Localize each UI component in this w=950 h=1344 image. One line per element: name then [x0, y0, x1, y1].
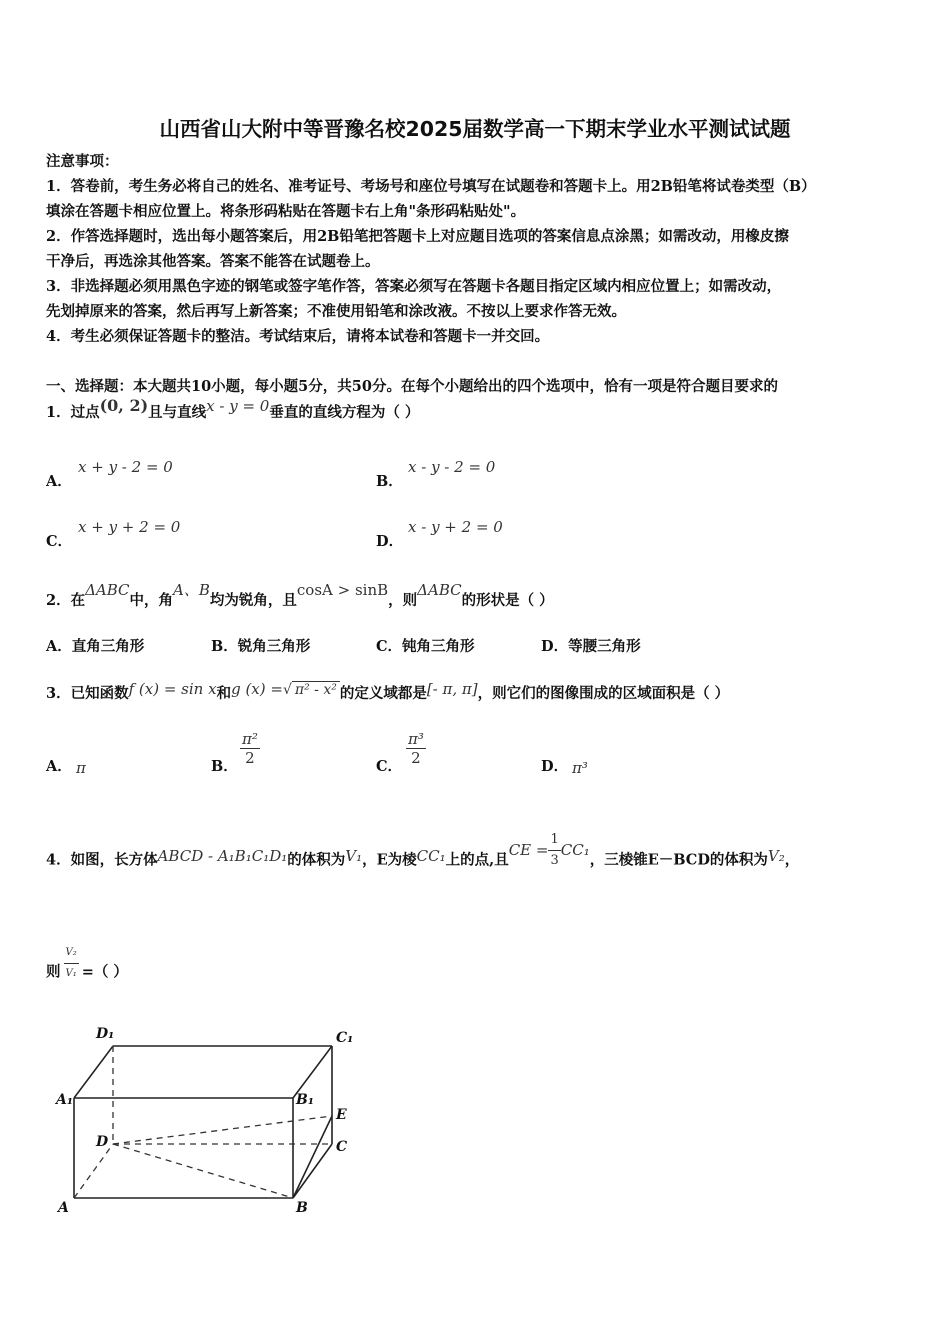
q3-sqrt-sign: √	[282, 682, 292, 698]
q1-option-c-label: C．	[46, 533, 73, 550]
note-line-1: 1．答卷前，考生务必将自己的姓名、准考证号、考场号和座位号填写在试题卷和答题卡上。用2B铅笔将试卷类型（B）	[46, 178, 816, 195]
q3-option-b-frac	[240, 730, 260, 767]
q4-text-a: 4．如图，长方体	[46, 851, 158, 869]
q4-then-line	[46, 947, 128, 993]
q2-option-d: D．等腰三角形	[541, 638, 641, 655]
q1-option-c-expr: x + y + 2 = 0	[78, 518, 181, 536]
q4-v2: V₂	[767, 846, 785, 865]
q4-box: ABCD - A₁B₁C₁D₁	[157, 846, 288, 865]
q2-text-a: 2．在	[46, 592, 86, 609]
q3-b-num: π²	[242, 730, 258, 748]
q3-radicand: π² - x²	[292, 681, 340, 698]
label-d1: D₁	[96, 1026, 115, 1042]
q2-condition: cosA > sinB	[296, 581, 389, 599]
q3-option-a-expr: π	[76, 759, 86, 777]
q2-option-c: C．钝角三角形	[376, 638, 475, 655]
q3-g: g (x) =	[231, 680, 283, 698]
q4-ratio-num: V₂	[64, 943, 79, 964]
note-line-6: 先划掉原来的答案，然后再写上新答案；不准使用铅笔和涂改液。不按以上要求作答无效。	[46, 303, 626, 320]
edge-b1-c1	[293, 1046, 332, 1098]
q2-triangle-2: ΔABC	[417, 581, 462, 599]
q2-option-b: B．锐角三角形	[211, 638, 311, 655]
section-heading: 一、选择题：本大题共10小题，每小题5分，共50分。在每个小题给出的四个选项中，恰有一项是符合题目要求的	[46, 378, 778, 395]
q3-c-num: π³	[408, 730, 424, 748]
label-c1: C₁	[336, 1030, 354, 1046]
q4-text-e: ，三棱锥E－BCD的体积为	[589, 851, 768, 869]
q1-option-b-label: B．	[376, 473, 403, 490]
notes-heading: 注意事项：	[46, 153, 119, 170]
q3-text-a: 3．已知函数	[46, 685, 129, 702]
edge-a1-d1	[74, 1046, 113, 1098]
q3-option-d-label: D．	[541, 758, 569, 775]
q4-text-b: 的体积为	[287, 851, 346, 869]
q4-then: 则	[46, 963, 61, 981]
q4-text-d: 上的点,且	[445, 851, 509, 869]
question-2	[46, 581, 554, 611]
note-line-4: 干净后，再选涂其他答案。答案不能答在试题卷上。	[46, 253, 380, 270]
q1-option-b-expr: x - y - 2 = 0	[408, 458, 496, 476]
q1-option-a-label: A．	[46, 473, 72, 490]
q2-text-c: 均为锐角，且	[209, 592, 297, 609]
q2-angles: A、B	[173, 581, 210, 599]
q4-edge: CC₁	[416, 846, 446, 865]
q3-option-d-expr: π³	[572, 759, 588, 777]
q4-frac-num: 1	[548, 830, 560, 851]
q4-ratio	[64, 943, 79, 984]
q2-text-d: ，则	[388, 592, 418, 609]
note-line-7: 4．考生必须保证答题卡的整洁。考试结束后，请将本试卷和答题卡一并交回。	[46, 328, 550, 345]
q4-text-g: =（ ）	[81, 963, 128, 981]
q1-option-d-label: D．	[376, 533, 404, 550]
q1-text-b: 且与直线	[148, 404, 207, 421]
hidden-edge-d-e	[113, 1116, 332, 1144]
q1-text-c: 垂直的直线方程为（ ）	[269, 404, 420, 421]
q1-option-a-expr: x + y - 2 = 0	[78, 458, 173, 476]
q3-text-c: 的定义域都是	[339, 685, 427, 702]
q2-text-e: 的形状是（ ）	[461, 592, 554, 609]
note-line-2: 填涂在答题卡相应位置上。将条形码粘贴在答题卡右上角"条形码粘贴处"。	[46, 203, 526, 220]
q3-option-b-label: B．	[211, 758, 238, 775]
q1-text-a: 1．过点	[46, 404, 100, 421]
q1-line: x - y = 0	[206, 397, 270, 415]
q4-cc: CC₁	[560, 840, 590, 859]
q4-frac-den: 3	[550, 853, 559, 868]
note-line-5: 3．非选择题必须用黑色字迹的钢笔或签字笔作答，答案必须写在答题卡各题目指定区域内相应位置上；如需改动，	[46, 278, 782, 295]
cuboid-figure	[50, 1018, 370, 1228]
q3-f: f (x) = sin x	[128, 680, 217, 698]
label-b1: B₁	[296, 1092, 314, 1108]
q3-text-b: 和	[216, 685, 232, 702]
q3-domain: [- π, π]	[426, 680, 478, 698]
label-e: E	[336, 1107, 347, 1123]
note-line-3: 2．作答选择题时，选出每小题答案后，用2B铅笔把答题卡上对应题目选项的答案信息点涂黑；如需改动，用橡皮擦	[46, 228, 789, 245]
q4-ce: CE =	[508, 840, 549, 859]
question-3	[46, 680, 730, 704]
q4-text-f: ，	[784, 851, 800, 869]
label-c: C	[336, 1139, 348, 1155]
label-d: D	[96, 1134, 109, 1150]
label-a: A	[58, 1200, 69, 1216]
q3-text-d: ，则它们的图像围成的区域面积是（ ）	[477, 685, 730, 702]
q4-text-c: ，E为棱	[362, 851, 417, 869]
q3-c-den: 2	[411, 749, 421, 767]
q4-fraction	[548, 830, 560, 871]
hidden-edge-d-b	[113, 1144, 293, 1198]
q2-text-b: 中，角	[129, 592, 174, 609]
edge-b-c	[293, 1144, 332, 1198]
q3-option-c-label: C．	[376, 758, 403, 775]
label-a1: A₁	[56, 1092, 73, 1108]
question-1	[46, 396, 420, 423]
hidden-edge-a-d	[74, 1144, 113, 1198]
q4-v1: V₁	[345, 846, 363, 865]
page-title: 山西省山大附中等晋豫名校2025届数学高一下期末学业水平测试试题	[159, 117, 791, 141]
q3-option-a-label: A．	[46, 758, 72, 775]
question-4	[46, 832, 800, 881]
edge-b-e	[293, 1116, 332, 1198]
q2-triangle: ΔABC	[85, 581, 130, 599]
q3-b-den: 2	[245, 749, 255, 767]
label-b: B	[296, 1200, 308, 1216]
q1-option-d-expr: x - y + 2 = 0	[408, 518, 503, 536]
q3-option-c-frac	[406, 730, 426, 767]
q4-ratio-den: V₁	[65, 968, 77, 979]
q1-point: (0, 2)	[99, 396, 149, 415]
q2-option-a: A．直角三角形	[46, 638, 145, 655]
